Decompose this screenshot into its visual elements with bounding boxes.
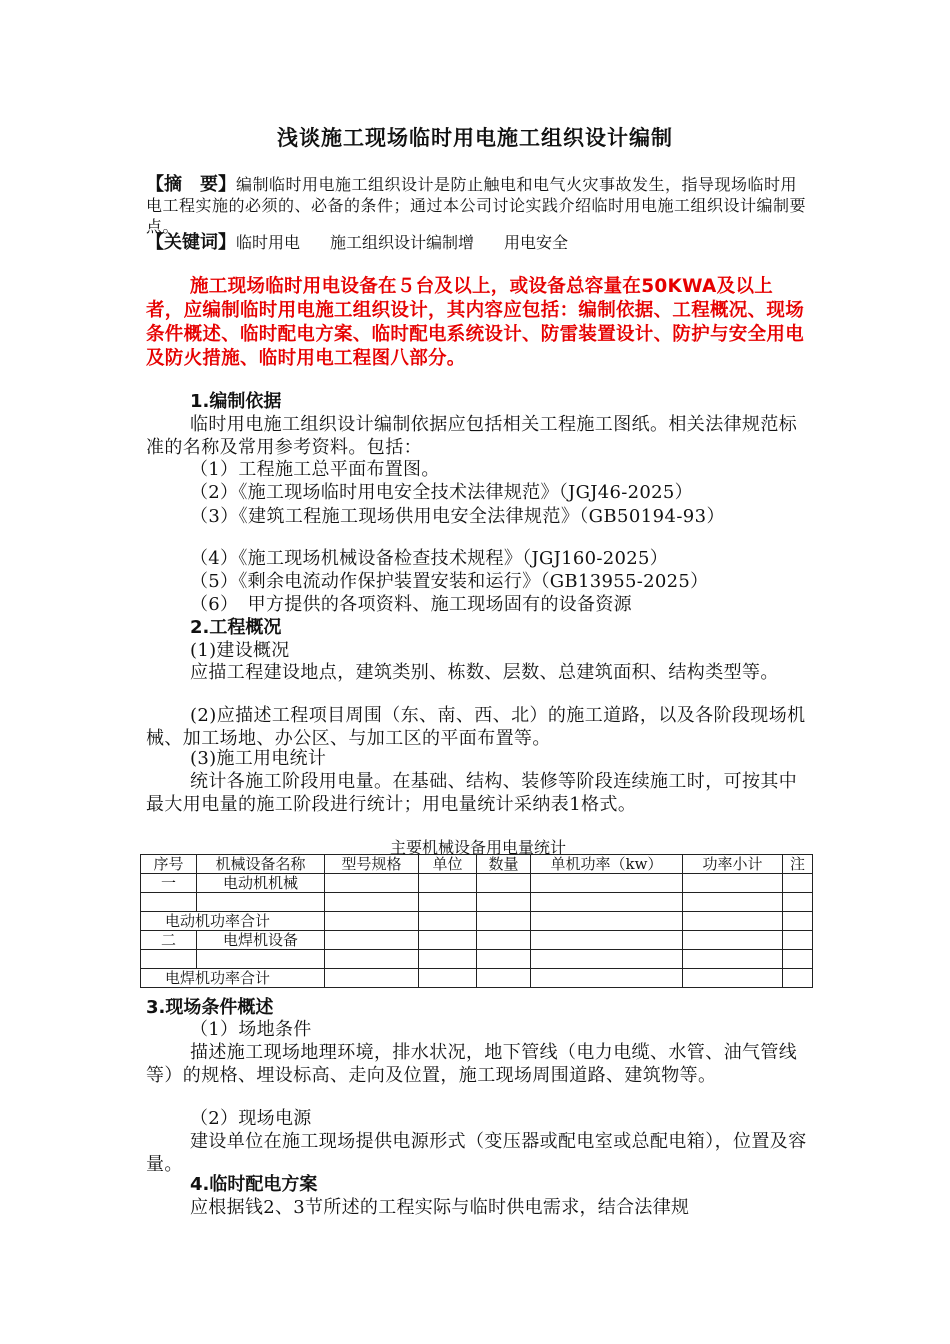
section3-sub2: （2）现场电源 bbox=[190, 1108, 312, 1129]
abstract-label: 【摘 要】 bbox=[146, 174, 236, 195]
section2-heading: 2.工程概况 bbox=[190, 617, 282, 638]
header-cell: 功率小计 bbox=[683, 855, 783, 874]
highlight-paragraph: 施工现场临时用电设备在５台及以上，或设备总容量在50KWA及以上者，应编制临时用电施工组织设计，其内容应包括：编制依据、工程概况、现场条件概述、临时配电方案、临时配电系统设计、防雷装置设计、防护与安全用电及防火措施、临时用电工程图八部分。 bbox=[146, 276, 805, 369]
group-total-label: 电动机功率合计 bbox=[141, 912, 325, 931]
section1-intro: 临时用电施工组织设计编制依据应包括相关工程施工图纸。相关法律规范标准的名称及常用参考资料。包括： bbox=[146, 414, 798, 458]
section2-p2: (2)应描述工程项目周围（东、南、西、北）的施工道路，以及各阶段现场机械、加工场地、办公区、与加工区的平面布置等。 bbox=[146, 705, 806, 749]
table-row bbox=[141, 931, 813, 950]
power-statistics-table bbox=[140, 854, 813, 988]
group-name: 电焊机设备 bbox=[197, 931, 325, 950]
abstract bbox=[146, 174, 810, 237]
basis-item: （4）《施工现场机械设备检查技术规程》（JGJ160-2025） bbox=[190, 548, 669, 569]
table-row bbox=[141, 969, 813, 988]
header-cell: 单位 bbox=[419, 855, 477, 874]
header-cell: 数量 bbox=[477, 855, 531, 874]
basis-item: （2）《施工现场临时用电安全技术法律规范》（JGJ46-2025） bbox=[190, 482, 693, 503]
section2-p3: 统计各施工阶段用电量。在基础、结构、装修等阶段连续施工时，可按其中最大用电量的施工阶段进行统计；用电量统计采纳表1格式。 bbox=[146, 771, 798, 815]
keywords-label: 【关键词】 bbox=[146, 232, 236, 253]
basis-item: （6） 甲方提供的各项资料、施工现场固有的设备资源 bbox=[190, 594, 632, 615]
group-number: 一 bbox=[141, 874, 197, 893]
basis-item: （1）工程施工总平面布置图。 bbox=[190, 459, 440, 480]
header-cell: 单机功率（kw） bbox=[531, 855, 683, 874]
table-row bbox=[141, 893, 813, 912]
section2-p1: 应描工程建设地点，建筑类别、栋数、层数、总建筑面积、结构类型等。 bbox=[190, 662, 779, 683]
section2-sub1: (1)建设概况 bbox=[190, 640, 290, 661]
header-cell: 机械设备名称 bbox=[197, 855, 325, 874]
keywords bbox=[146, 232, 568, 254]
keyword-item: 用电安全 bbox=[504, 233, 569, 252]
abstract-text: 编制临时用电施工组织设计是防止触电和电气火灾事故发生，指导现场临时用电工程实施的必须的、必备的条件；通过本公司讨论实践介绍临时用电施工组织设计编制要点。 bbox=[146, 175, 807, 236]
section2-sub3: (3)施工用电统计 bbox=[190, 748, 327, 769]
section3-p1: 描述施工现场地理环境，排水状况，地下管线（电力电缆、水管、油气管线等）的规格、埋设标高、走向及位置，施工现场周围道路、建筑物等。 bbox=[146, 1042, 798, 1086]
header-cell: 型号规格 bbox=[325, 855, 419, 874]
header-cell: 注 bbox=[783, 855, 813, 874]
table-row bbox=[141, 912, 813, 931]
table-caption: 主要机械设备用电量统计 bbox=[389, 838, 566, 857]
section3-p2: 建设单位在施工现场提供电源形式（变压器或配电室或总配电箱），位置及容量。 bbox=[146, 1131, 807, 1175]
group-name: 电动机机械 bbox=[197, 874, 325, 893]
document-title: 浅谈施工现场临时用电施工组织设计编制 bbox=[277, 126, 673, 150]
table-row bbox=[141, 874, 813, 893]
header-cell: 序号 bbox=[141, 855, 197, 874]
section4-p1: 应根据钱2、3节所述的工程实际与临时供电需求，结合法律规 bbox=[190, 1197, 690, 1218]
basis-item: （5）《剩余电流动作保护装置安装和运行》（GB13955-2025） bbox=[190, 571, 709, 592]
keyword-item: 施工组织设计编制增 bbox=[330, 233, 475, 252]
basis-item: （3）《建筑工程施工现场供用电安全法律规范》（GB50194-93） bbox=[190, 506, 725, 527]
section3-sub1: （1）场地条件 bbox=[190, 1019, 312, 1040]
section4-heading: 4.临时配电方案 bbox=[190, 1174, 318, 1195]
group-total-label: 电焊机功率合计 bbox=[141, 969, 325, 988]
keyword-item: 临时用电 bbox=[236, 233, 301, 252]
table-header-row bbox=[141, 855, 813, 874]
section1-heading: 1.编制依据 bbox=[190, 391, 282, 412]
table-row bbox=[141, 950, 813, 969]
section3-heading: 3.现场条件概述 bbox=[146, 997, 274, 1018]
group-number: 二 bbox=[141, 931, 197, 950]
